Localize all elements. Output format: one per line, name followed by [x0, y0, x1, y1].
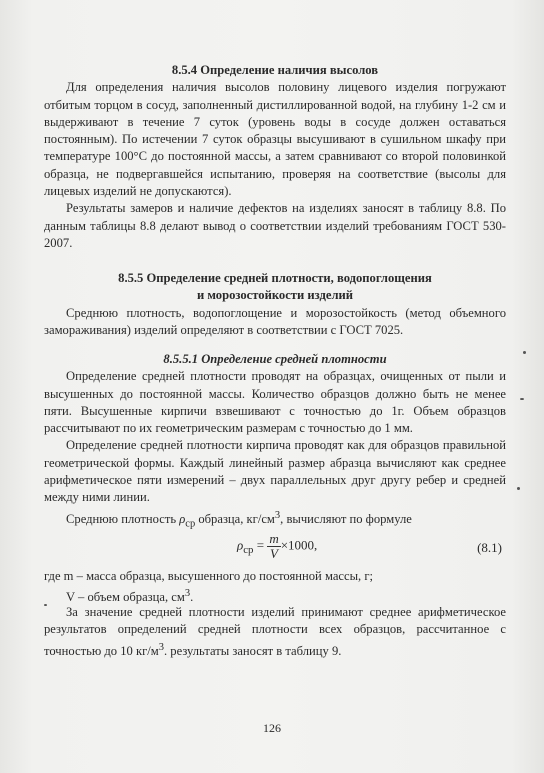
scan-speck [523, 351, 526, 354]
paragraph: Результаты замеров и наличие дефектов на изделиях заносят в таблицу 8.8. По данным таблицы 8.8 делают вывод о соответствии изделий требованиям ГОСТ 530-2007. [44, 201, 506, 250]
heading-8-5-5-1: 8.5.5.1 Определение средней плотности [163, 352, 387, 366]
paragraph: Для определения наличия высолов половину лицевого изделия погружают отбитым торцом в сосуд, заполненный дистиллированной водой, на глубину 1-2 см и выдерживают в течение 7 суток (уровень воды в сосуде должен оставаться постоянным). По истечении 7 суток образцы высушивают в сушильном шкафу при температуре 100°С до постоянной массы, а затем сравнивают со второй половинкой образца, не подвергавшейся испытанию, проверяя на соответствие (высолы для лицевых изделий не допускаются). [44, 80, 506, 199]
formula-number: (8.1) [477, 540, 502, 555]
final-paragraph: За значение средней плотности изделий принимают среднее арифметическое результатов определений средней плотности всех образцов, рассчитанное с точностью до 10 $кг/м^3$. результаты заносят в таблицу 9. [44, 605, 506, 658]
scan-speck [44, 604, 47, 606]
fraction: $\frac{m}{V}$ [269, 531, 279, 561]
scan-speck [520, 398, 524, 400]
page-number: 126 [263, 721, 281, 735]
where-line-m: где m – масса образца, высушенного до постоянной массы, г; [44, 569, 374, 583]
paragraph: Среднюю плотность, водопоглощение и морозостойкость (метод объемного замораживания) изделий определяют в соответствии с ГОСТ 7025. [44, 305, 506, 337]
section-8-5-4 [44, 62, 506, 252]
where-line-v: V – объем образца, $см^3$. [66, 588, 194, 605]
section-8-5-5-1 [44, 351, 506, 533]
paragraph: Среднюю плотность $\rho_{ср}$ образца, $кг/см^3$, вычисляют по формуле [66, 509, 412, 530]
paragraph: Определение средней плотности проводят на образцах, очищенных от пыли и высушенных до постоянной массы. Количество образцов должно быть не менее пяти. Высушенные кирпичи взвешивают с точностью до 1г. Объем образцов рассчитывают по их геометрическим размерам с точностью до 1 мм. [44, 369, 506, 436]
heading-8-5-5-line1: 8.5.5 Определение средней плотности, водопоглощения [118, 271, 432, 285]
formula-8-1: $\rho_{ср}$ = $\frac{m}{V}$ ×1000, (8.1) [237, 531, 502, 561]
where-block [44, 568, 506, 607]
heading-8-5-5-line2: и морозостойкости изделий [196, 288, 354, 303]
scan-speck [517, 487, 520, 490]
paragraph: Определение средней плотности кирпича проводят как для образцов правильной геометрической формы. Каждый линейный размер абразца вычисляют как среднее арифметическое пяти измерений – двух параллельных друг другу ребер и средней между ними линии. [44, 438, 506, 505]
heading-8-5-4: 8.5.4 Определение наличия высолов [171, 63, 379, 77]
section-8-5-5 [44, 270, 506, 339]
